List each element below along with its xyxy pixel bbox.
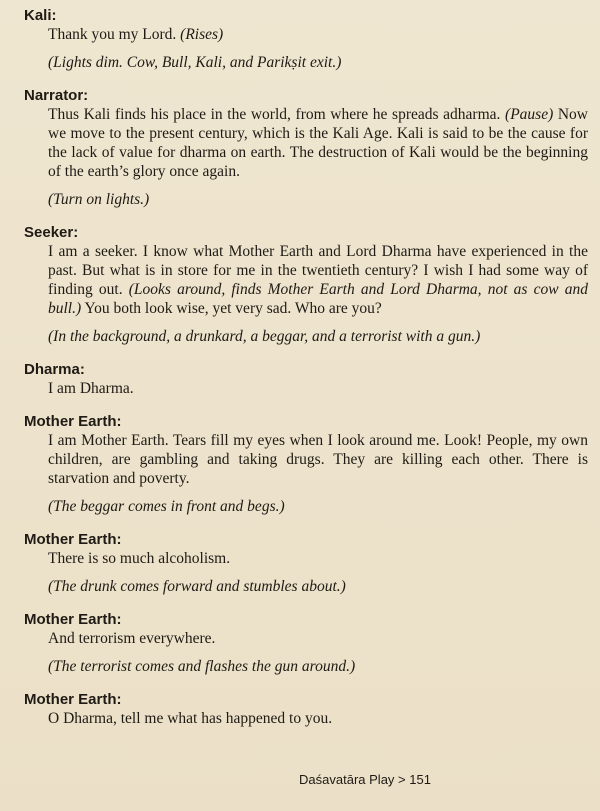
speech-mother-earth <box>24 530 588 596</box>
stage-direction: (The terrorist comes and flashes the gun around.) <box>48 658 356 675</box>
speaker-label: Mother Earth: <box>24 531 122 548</box>
speech-text <box>48 105 588 181</box>
speaker-label: Seeker: <box>24 224 79 241</box>
stage-direction: (Lights dim. Cow, Bull, Kali, and Parikṣit exit.) <box>48 54 342 71</box>
stage-direction: (Pause) <box>505 106 554 123</box>
speaker-label: Dharma: <box>24 361 85 378</box>
speech-narrator <box>24 86 588 209</box>
stage-direction: (Turn on lights.) <box>48 191 150 208</box>
speech-text: I am Dharma. <box>48 380 134 397</box>
speech-text <box>48 242 588 318</box>
speech-kali <box>24 6 588 72</box>
speech-dharma <box>24 360 588 398</box>
speech-words: Now we move to the present century, which is the Kali Age. Kali is said to be the cause for the lack of value for dharma on earth. The destruction of Kali would be the beginning of the earth’s glory once again. <box>48 106 589 180</box>
speaker-label: Kali: <box>24 7 57 24</box>
speech-words: Thus Kali finds his place in the world, from where he spreads adharma. <box>48 106 506 123</box>
page-footer <box>0 772 600 788</box>
stage-direction: (The beggar comes in front and begs.) <box>48 498 285 515</box>
speech-words: Thank you my Lord. <box>48 26 181 43</box>
speech-words: I am a seeker. I know what Mother Earth and Lord Dharma have experienced in the past. But what is in store for me in the twentieth century? I wish I had some way of finding out. <box>48 243 588 298</box>
stage-direction: (Rises) <box>180 26 224 43</box>
speech-mother-earth <box>24 690 588 728</box>
speech-seeker <box>24 223 588 346</box>
speech-mother-earth <box>24 412 588 516</box>
running-title-page-number: Daśavatāra Play > 151 <box>299 772 431 787</box>
stage-direction: (Looks around, finds Mother Earth and Lord Dharma, not as cow and bull.) <box>48 281 588 317</box>
stage-direction: (The drunk comes forward and stumbles about.) <box>48 578 346 595</box>
speaker-label: Mother Earth: <box>24 611 122 628</box>
speech-text: And terrorism everywhere. <box>48 630 216 647</box>
script-column <box>24 6 588 728</box>
speaker-label: Mother Earth: <box>24 691 122 708</box>
speech-text <box>48 25 588 44</box>
speech-mother-earth <box>24 610 588 676</box>
speech-text: There is so much alcoholism. <box>48 550 231 567</box>
speaker-label: Narrator: <box>24 87 89 104</box>
speaker-label: Mother Earth: <box>24 413 122 430</box>
speech-text: O Dharma, tell me what has happened to you. <box>48 710 333 727</box>
speech-text: I am Mother Earth. Tears fill my eyes when I look around me. Look! People, my own children, are gambling and taking drugs. They are killing each other. There is starvation and poverty. <box>48 432 588 487</box>
speech-words: You both look wise, yet very sad. Who are you? <box>81 300 382 317</box>
stage-direction: (In the background, a drunkard, a beggar, and a terrorist with a gun.) <box>48 328 481 345</box>
